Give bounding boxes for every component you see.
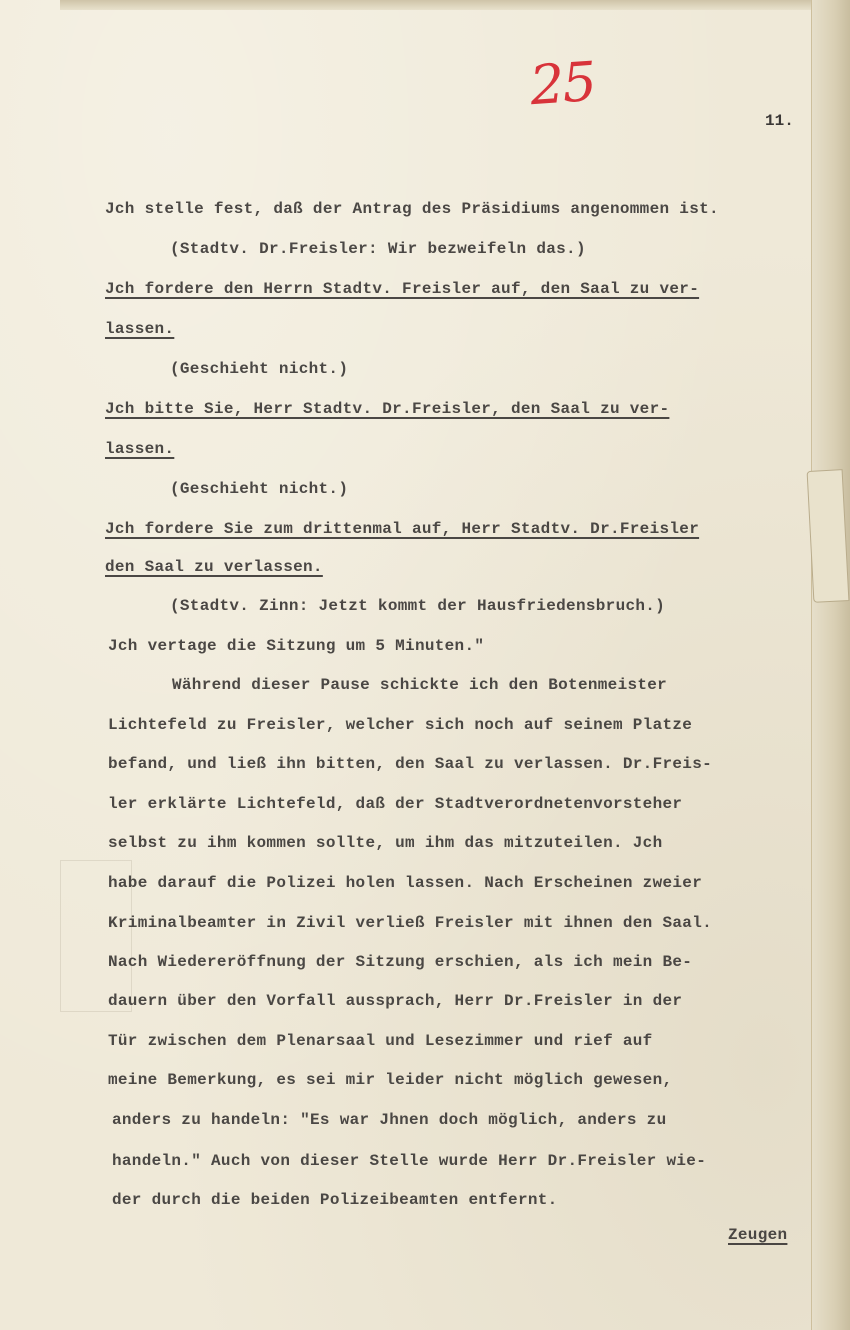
body-line-17: selbst zu ihm kommen sollte, um ihm das mitzuteilen. Jch <box>108 834 663 852</box>
body-line-22: Tür zwischen dem Plenarsaal und Lesezimmer und rief auf <box>108 1032 653 1050</box>
body-line-7: lassen. <box>105 440 175 458</box>
paper-right-edge <box>811 0 850 1330</box>
typed-page-number: 11. <box>765 112 794 130</box>
body-line-24: anders zu handeln: "Es war Jhnen doch möglich, anders zu <box>112 1111 667 1129</box>
body-line-18: habe darauf die Polizei holen lassen. Nach Erscheinen zweier <box>108 874 703 892</box>
body-line-16: ler erklärte Lichtefeld, daß der Stadtverordnetenvorsteher <box>108 795 683 813</box>
body-line-12: Jch vertage die Sitzung um 5 Minuten." <box>108 637 485 655</box>
body-line-14: Lichtefeld zu Freisler, welcher sich noch auf seinem Platze <box>108 716 693 734</box>
body-line-6: Jch bitte Sie, Herr Stadtv. Dr.Freisler, den Saal zu ver- <box>105 400 670 418</box>
body-line-25: handeln." Auch von dieser Stelle wurde Herr Dr.Freisler wie- <box>112 1152 707 1170</box>
body-line-10: den Saal zu verlassen. <box>105 558 323 576</box>
body-line-1: Jch stelle fest, daß der Antrag des Präsidiums angenommen ist. <box>105 200 719 218</box>
body-line-3: Jch fordere den Herrn Stadtv. Freisler auf, den Saal zu ver- <box>105 280 700 298</box>
folder-tab <box>807 469 850 603</box>
paper-top-edge <box>60 0 850 10</box>
body-line-11: (Stadtv. Zinn: Jetzt kommt der Hausfriedensbruch.) <box>170 597 666 615</box>
body-line-23: meine Bemerkung, es sei mir leider nicht möglich gewesen, <box>108 1071 673 1089</box>
handwritten-page-number: 25 <box>527 49 597 118</box>
body-line-20: Nach Wiedereröffnung der Sitzung erschien, als ich mein Be- <box>108 953 693 971</box>
body-line-13: Während dieser Pause schickte ich den Botenmeister <box>172 676 668 694</box>
body-line-8: (Geschieht nicht.) <box>170 480 349 498</box>
signature-label: Zeugen <box>728 1226 788 1244</box>
body-line-21: dauern über den Vorfall aussprach, Herr Dr.Freisler in der <box>108 992 683 1010</box>
body-line-26: der durch die beiden Polizeibeamten entfernt. <box>112 1191 558 1209</box>
body-line-4: lassen. <box>105 320 175 338</box>
body-line-2: (Stadtv. Dr.Freisler: Wir bezweifeln das.) <box>170 240 586 258</box>
body-line-5: (Geschieht nicht.) <box>170 360 349 378</box>
body-line-9: Jch fordere Sie zum drittenmal auf, Herr Stadtv. Dr.Freisler <box>105 520 700 538</box>
body-line-15: befand, und ließ ihn bitten, den Saal zu verlassen. Dr.Freis- <box>108 755 712 773</box>
body-line-19: Kriminalbeamter in Zivil verließ Freisler mit ihnen den Saal. <box>108 914 712 932</box>
